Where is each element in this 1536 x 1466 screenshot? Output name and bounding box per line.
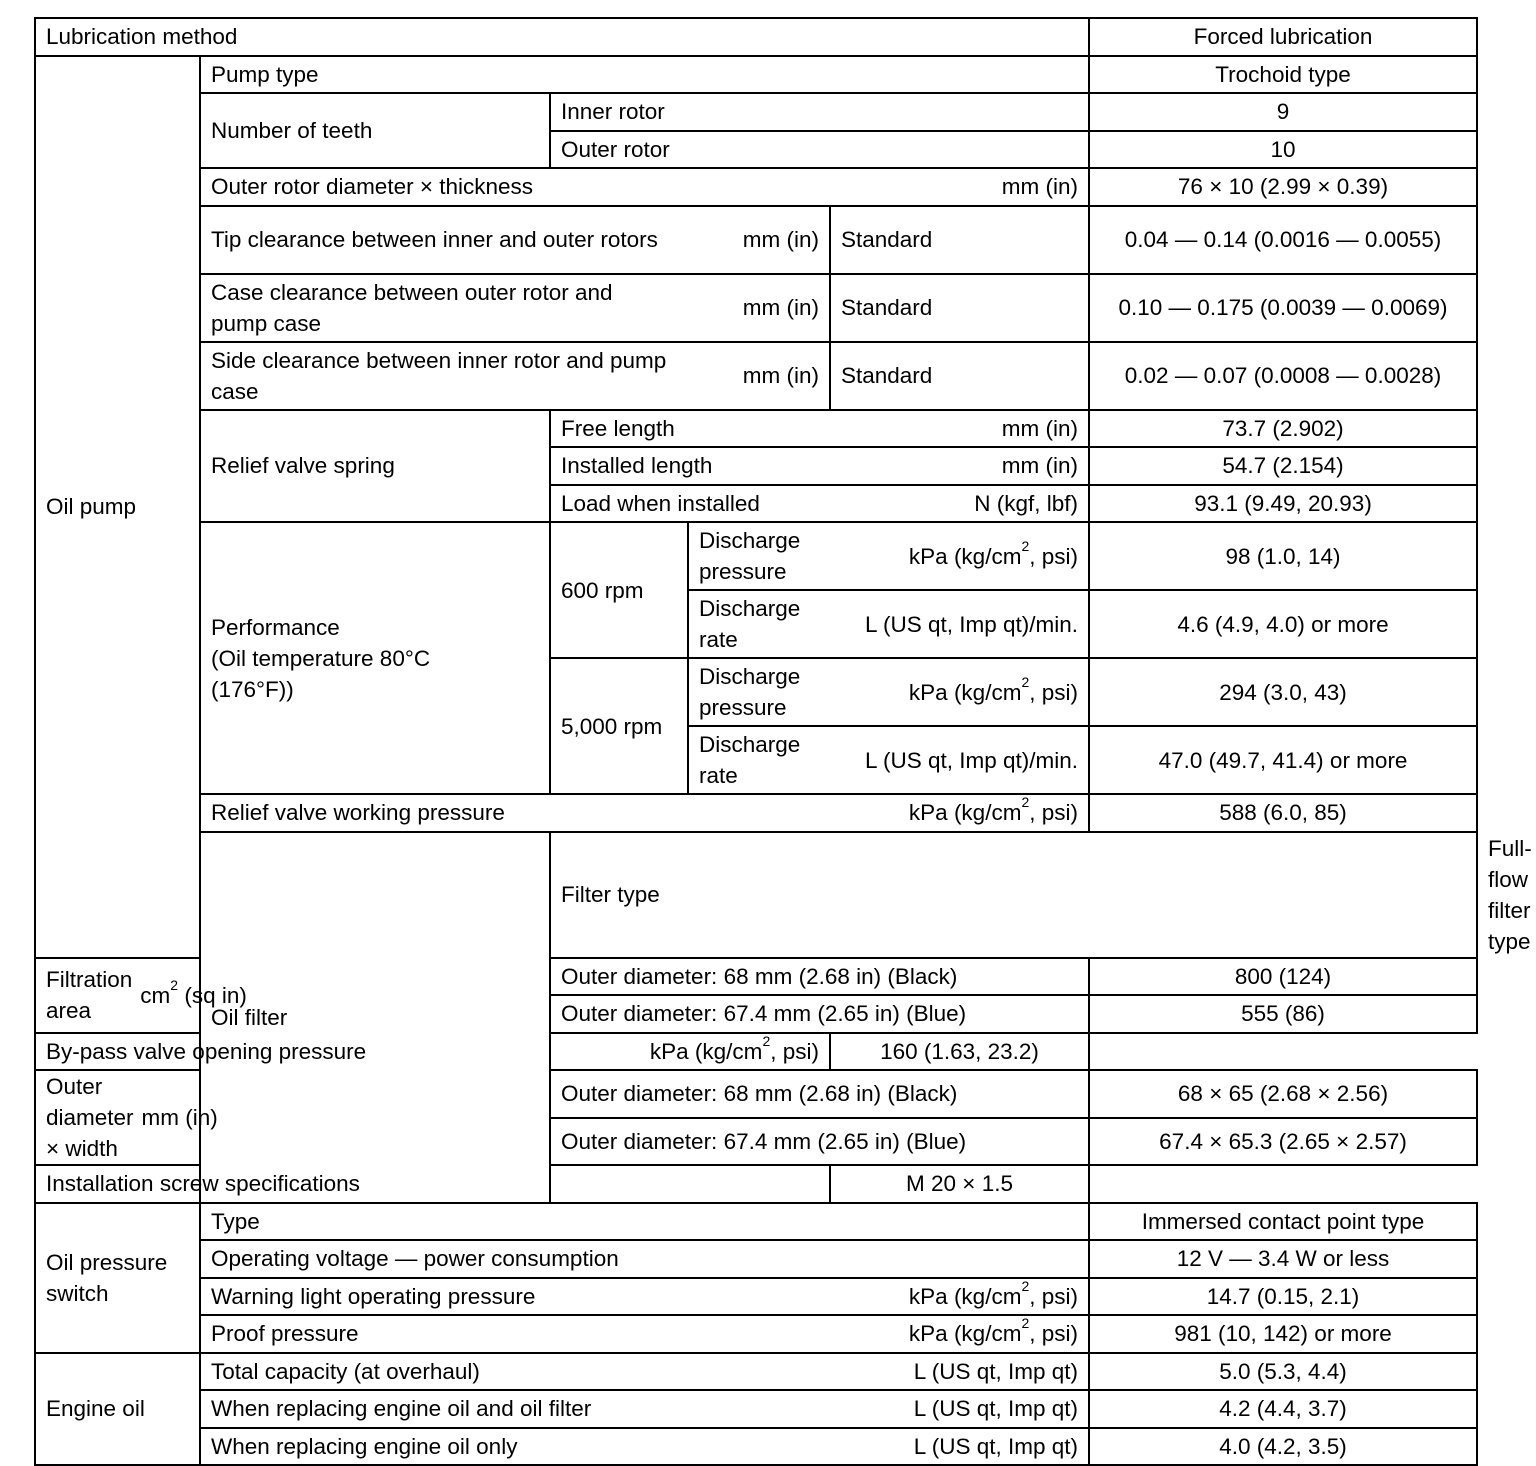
free-length-cell [550,410,1089,448]
table-row [35,1353,1477,1391]
blue-filter-label: Outer diameter: 67.4 mm (2.65 in) (Blue) [550,995,1089,1033]
table-row [35,1165,1477,1203]
lubrication-method-label: Lubrication method [35,18,1089,56]
unit-label: mm (in) [742,363,819,388]
pressure-5000-value: 294 (3.0, 43) [1089,658,1477,726]
case-clearance-cell [200,274,830,342]
black-filter-label: Outer diameter: 68 mm (2.68 in) (Black) [550,1070,1089,1118]
filtration-area-cell [35,958,247,1033]
filter-dims-cell [35,1070,218,1165]
tip-clearance-cell [200,206,830,274]
load-installed-label: Load when installed [561,490,760,516]
pump-type-value: Trochoid type [1089,56,1477,94]
table-row [35,56,1477,94]
load-installed-value: 93.1 (9.49, 20.93) [1089,485,1477,523]
installed-length-label: Installed length [561,453,713,479]
teeth-label: Number of teeth [200,93,550,168]
discharge-rate-label: Discharge rate [699,596,801,652]
outer-rotor-dimension-label: Outer rotor diameter × thickness [211,174,534,200]
proof-value: 981 (10, 142) or more [1089,1315,1477,1353]
screw-label: Installation screw specifications [35,1165,830,1203]
table-row [35,18,1477,56]
total-capacity-value: 5.0 (5.3, 4.4) [1089,1353,1477,1391]
oil-only-cell [200,1428,1089,1466]
lubrication-method-value: Forced lubrication [1089,18,1477,56]
table-row [35,1428,1477,1466]
pump-type-label: Pump type [200,56,1089,94]
warning-cell [200,1278,1089,1316]
rpm-5000-label: 5,000 rpm [550,658,688,794]
outer-rotor-value: 10 [1089,131,1477,169]
relief-pressure-cell [200,794,1089,832]
engine-oil-label: Engine oil [35,1353,200,1466]
oil-only-label: When replacing engine oil only [211,1433,518,1459]
table-row [35,93,1477,131]
unit-label: L (US qt, Imp qt) [913,1396,1079,1422]
blue-filter-label: Outer diameter: 67.4 mm (2.65 in) (Blue) [550,1118,1089,1166]
bypass-value: 160 (1.63, 23.2) [830,1033,1089,1071]
installed-length-cell [550,447,1089,485]
black-filter-label: Outer diameter: 68 mm (2.68 in) (Black) [550,958,1089,996]
rate-unit: L (US qt, Imp qt)/min. [865,611,1079,637]
blue-filter-dims-value: 67.4 × 65.3 (2.65 × 2.57) [1089,1118,1477,1166]
tip-clearance-value: 0.04 — 0.14 (0.0016 — 0.0055) [1089,206,1477,274]
relief-pressure-value: 588 (6.0, 85) [1089,794,1477,832]
discharge-rate-cell [688,726,1089,794]
case-clearance-label: Case clearance between outer rotor and pump case [211,279,613,336]
discharge-pressure-label: Discharge pressure [699,664,801,720]
switch-type-value: Immersed contact point type [1089,1203,1477,1241]
table-row [35,1240,1477,1278]
with-filter-cell [200,1390,1089,1428]
filtration-area-label: Filtration area [46,967,133,1023]
table-row [35,168,1477,206]
rate-600-value: 4.6 (4.9, 4.0) or more [1089,590,1477,658]
screw-value: M 20 × 1.5 [830,1165,1089,1203]
free-length-value: 73.7 (2.902) [1089,410,1477,448]
unit-label: mm (in) [1001,415,1079,441]
oil-pump-label: Oil pump [35,56,200,958]
standard-label: Standard [830,274,1089,342]
proof-cell [200,1315,1089,1353]
voltage-label: Operating voltage — power consumption [200,1240,1089,1278]
table-row [35,274,1477,342]
discharge-rate-label: Discharge rate [699,732,801,788]
pressure-unit: kPa ($kg/cm^2$, psi) [908,794,1079,826]
performance-label: Performance (Oil temperature 80°C (176°F)) [200,522,550,794]
pressure-unit: kPa ($kg/cm^2$, psi) [908,1277,1079,1309]
unit-label: L (US qt, Imp qt) [913,1433,1079,1459]
outer-rotor-label: Outer rotor [550,131,1089,169]
unit-label: mm (in) [1001,174,1079,200]
discharge-rate-cell [688,590,1089,658]
proof-label: Proof pressure [211,1321,359,1347]
black-filter-dims-value: 68 × 65 (2.68 × 2.56) [1089,1070,1477,1118]
table-row [35,342,1477,410]
pressure-unit: kPa ($kg/cm^2$, psi) [649,1032,819,1064]
bypass-label: By-pass valve opening pressure [46,1038,367,1064]
with-filter-value: 4.2 (4.4, 3.7) [1089,1390,1477,1428]
table-row [35,410,1477,448]
filter-type-label: Filter type [550,832,1477,958]
oil-filter-label: Oil filter [200,832,550,1203]
unit-label: L (US qt, Imp qt) [913,1358,1079,1384]
table-row [35,1033,1477,1071]
voltage-value: 12 V — 3.4 W or less [1089,1240,1477,1278]
table-row: Oil filter Filter type Full-flow filter type [35,832,1477,958]
unit-label: mm (in) [742,227,819,252]
outer-rotor-dimension-cell [200,168,1089,206]
warning-value: 14.7 (0.15, 2.1) [1089,1278,1477,1316]
relief-pressure-label: Relief valve working pressure [211,800,505,826]
black-filter-area-value: 800 (124) [1089,958,1477,996]
bypass-cell [35,1033,830,1071]
free-length-label: Free length [561,415,675,441]
table-row [35,1278,1477,1316]
relief-spring-label: Relief valve spring [200,410,550,523]
blue-filter-area-value: 555 (86) [1089,995,1477,1033]
oil-switch-label: Oil pressure switch [35,1203,200,1353]
table-row [35,206,1477,274]
side-clearance-value: 0.02 — 0.07 (0.0008 — 0.0028) [1089,342,1477,410]
switch-type-label: Type [200,1203,1089,1241]
unit-label: mm (in) [742,295,819,320]
pressure-unit: kPa ($kg/cm^2$, psi) [908,673,1079,705]
side-clearance-cell [200,342,830,410]
pressure-unit: kPa ($kg/cm^2$, psi) [908,537,1079,569]
inner-rotor-value: 9 [1089,93,1477,131]
discharge-pressure-cell [688,522,1089,590]
table-row [35,522,1477,590]
area-unit: $cm^2$ (sq in) [140,976,247,1008]
inner-rotor-label: Inner rotor [550,93,1089,131]
outer-rotor-dimension-value: 76 × 10 (2.99 × 0.39) [1089,168,1477,206]
table-row [35,1315,1477,1353]
standard-label: Standard [830,206,1089,274]
pressure-unit: kPa ($kg/cm^2$, psi) [908,1315,1079,1347]
unit-label: N (kgf, lbf) [974,490,1079,516]
total-capacity-label: Total capacity (at overhaul) [211,1358,480,1384]
side-clearance-label: Side clearance between inner rotor and pump case [211,347,667,404]
case-clearance-value: 0.10 — 0.175 (0.0039 — 0.0069) [1089,274,1477,342]
oil-only-value: 4.0 (4.2, 3.5) [1089,1428,1477,1466]
standard-label: Standard [830,342,1089,410]
filter-dims-label: Outer diameter × width [46,1074,134,1161]
rpm-600-label: 600 rpm [550,522,688,658]
with-filter-label: When replacing engine oil and oil filter [211,1396,592,1422]
load-installed-cell [550,485,1089,523]
tip-clearance-label: Tip clearance between inner and outer rotors [211,227,658,252]
table-row [35,794,1477,832]
lubrication-spec-table [34,17,1532,1466]
discharge-pressure-cell [688,658,1089,726]
installed-length-value: 54.7 (2.154) [1089,447,1477,485]
discharge-pressure-label: Discharge pressure [699,528,801,584]
total-capacity-cell [200,1353,1089,1391]
table-row [35,1390,1477,1428]
pressure-600-value: 98 (1.0, 14) [1089,522,1477,590]
rate-unit: L (US qt, Imp qt)/min. [865,747,1079,773]
table-row [35,1203,1477,1241]
rate-5000-value: 47.0 (49.7, 41.4) or more [1089,726,1477,794]
unit-label: mm (in) [141,1105,218,1130]
warning-label: Warning light operating pressure [211,1283,536,1309]
unit-label: mm (in) [1001,453,1079,479]
